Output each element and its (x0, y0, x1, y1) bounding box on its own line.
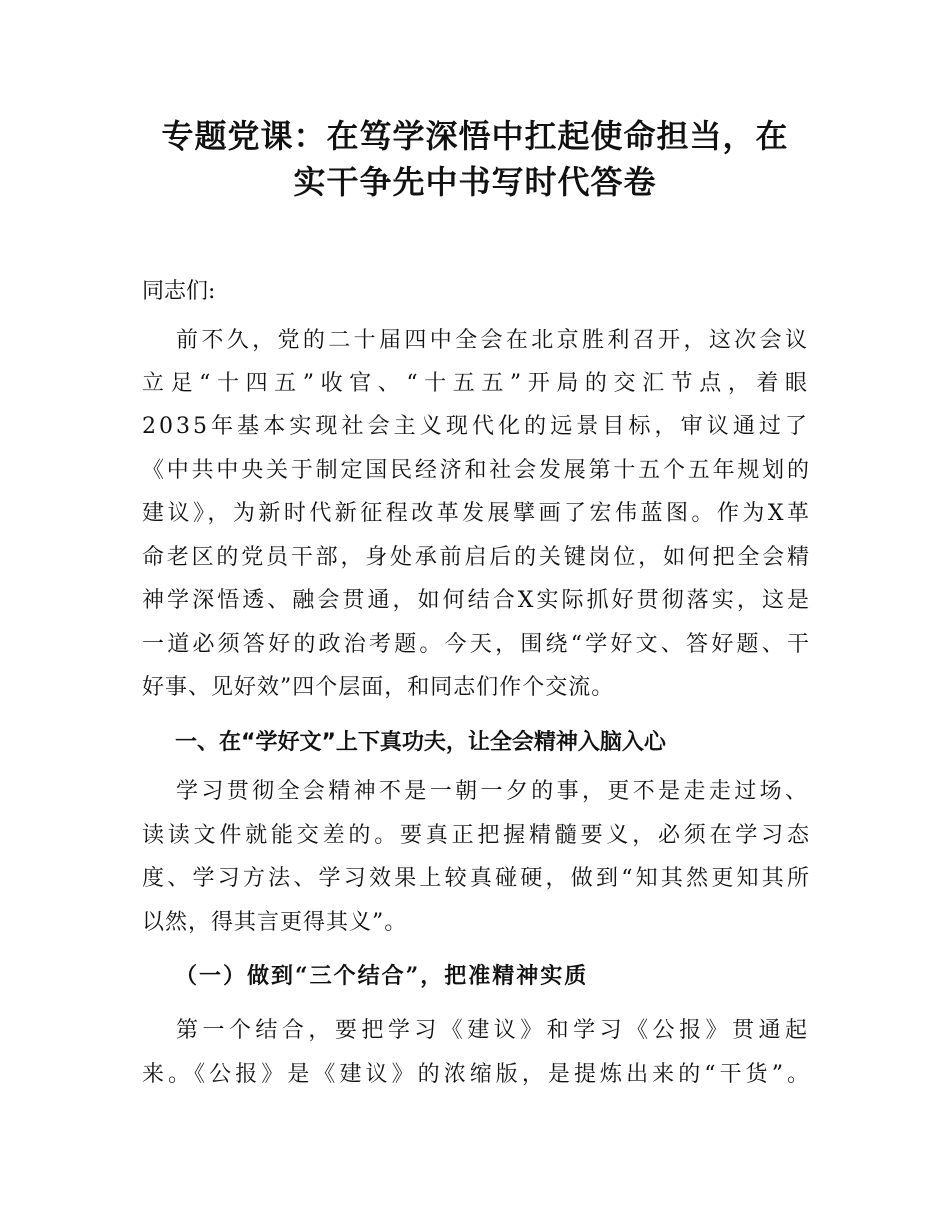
paragraph-3-line-1: 第一个结合，要把学习《建议》和学习《公报》贯通起 (176, 1018, 810, 1043)
document-title-line-2: 实干争先中书写时代答卷 (293, 163, 657, 201)
salutation: 同志们: (142, 279, 216, 304)
paragraph-1-line-3: 2035年基本实现社会主义现代化的远景目标，审议通过了 (142, 414, 810, 439)
paragraph-2-line-1: 学习贯彻全会精神不是一朝一夕的事，更不是走走过场、 (176, 779, 810, 804)
paragraph-1-line-4: 《中共中央关于制定国民经济和社会发展第十五个五年规划的 (142, 458, 810, 483)
paragraph-1-line-6: 命老区的党员干部，身处承前启后的关键岗位，如何把全会精 (142, 545, 810, 570)
paragraph-3-line-2: 来。《公报》是《建议》的浓缩版，是提炼出来的“干货”。 (142, 1062, 810, 1087)
paragraph-1-line-7: 神学深悟透、融会贯通，如何结合X实际抓好贯彻落实，这是 (142, 588, 810, 613)
paragraph-1-line-8: 一道必须答好的政治考题。今天，围绕“学好文、答好题、干 (142, 632, 810, 657)
paragraph-2-line-3: 度、学习方法、学习效果上较真碰硬，做到“知其然更知其所 (142, 866, 810, 891)
paragraph-2-line-4: 以然，得其言更得其义”。 (142, 910, 408, 935)
document-title-line-1: 专题党课：在笃学深悟中扛起使命担当，在 (161, 117, 789, 155)
subsection-heading-1: （一）做到“三个结合”，把准精神实质 (175, 963, 589, 989)
paragraph-1-line-5: 建议》，为新时代新征程改革发展擘画了宏伟蓝图。作为X革 (142, 501, 810, 526)
section-heading-1: 一、在“学好文”上下真功夫，让全会精神入脑入心 (175, 730, 666, 755)
paragraph-1-line-1: 前不久，党的二十届四中全会在北京胜利召开，这次会议 (176, 328, 810, 353)
paragraph-1-line-9: 好事、见好效”四个层面，和同志们作个交流。 (142, 675, 615, 700)
paragraph-2-line-2: 读读文件就能交差的。要真正把握精髓要义，必须在学习态 (142, 823, 810, 848)
paragraph-1-line-2: 立足“十四五”收官、“十五五”开局的交汇节点，着眼 (142, 371, 810, 396)
